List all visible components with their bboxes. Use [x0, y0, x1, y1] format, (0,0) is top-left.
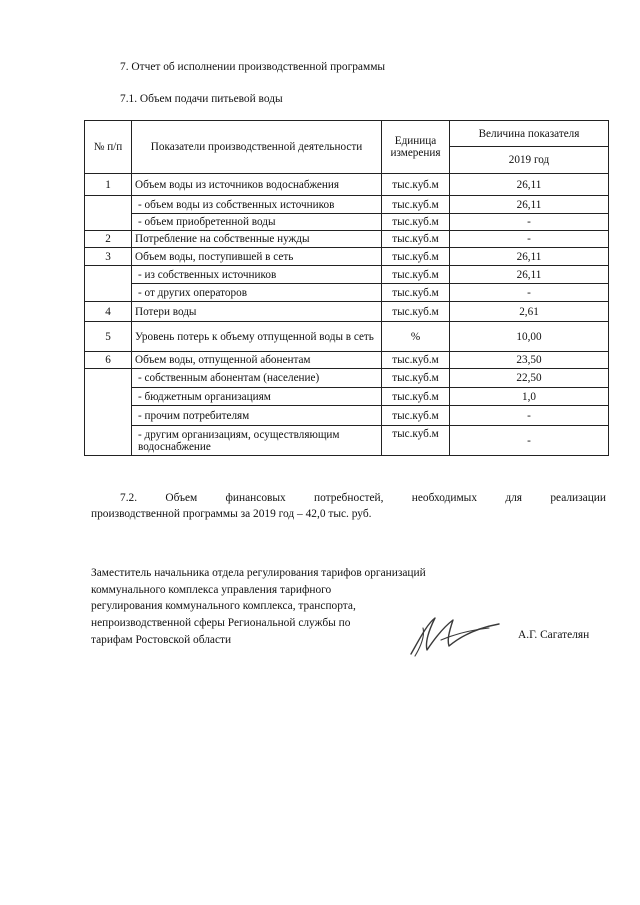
- paragraph-line-1: 7.2. Объем финансовых потребностей, необходимых для реализации: [120, 492, 606, 504]
- water-supply-table: [84, 120, 609, 456]
- row-unit: тыс.куб.м: [382, 266, 450, 284]
- row-unit: тыс.куб.м: [382, 369, 450, 388]
- row-name: Потери воды: [132, 302, 382, 322]
- table-row: [85, 174, 609, 196]
- row-unit: тыс.куб.м: [382, 284, 450, 302]
- financial-needs-paragraph: [91, 490, 606, 522]
- row-unit: тыс.куб.м: [382, 388, 450, 406]
- row-name: - из собственных источников: [132, 266, 382, 284]
- table-row: [85, 406, 609, 426]
- table-row: [85, 214, 609, 231]
- table-row: [85, 284, 609, 302]
- table-row: [85, 196, 609, 214]
- section-heading: 7. Отчет об исполнении производственной программы: [120, 61, 386, 73]
- row-name: - собственным абонентам (население): [132, 369, 382, 388]
- handwritten-signature: [405, 610, 505, 660]
- row-name: - от других операторов: [132, 284, 382, 302]
- header-num: № п/п: [85, 121, 132, 174]
- row-unit: тыс.куб.м: [382, 214, 450, 231]
- paragraph-line-2: производственной программы за 2019 год – 42,0 тыс. руб.: [91, 508, 372, 520]
- row-name: - бюджетным организациям: [132, 388, 382, 406]
- row-unit: тыс.куб.м: [382, 248, 450, 266]
- row-num: 5: [85, 322, 132, 352]
- row-value: 2,61: [450, 302, 609, 322]
- header-indicator: Показатели производственной деятельности: [132, 121, 382, 174]
- row-value: -: [450, 406, 609, 426]
- row-name: - объем воды из собственных источников: [132, 196, 382, 214]
- table-row: [85, 231, 609, 248]
- table-row: [85, 248, 609, 266]
- header-unit: Единица измерения: [382, 121, 450, 174]
- table-row: [85, 388, 609, 406]
- row-unit: тыс.куб.м: [382, 231, 450, 248]
- row-value: -: [450, 231, 609, 248]
- row-unit: тыс.куб.м: [382, 196, 450, 214]
- row-name: Уровень потерь к объему отпущенной воды в сеть: [132, 322, 382, 352]
- signer-title-line: Заместитель начальника отдела регулирования тарифов организаций: [91, 567, 426, 579]
- header-year: 2019 год: [450, 147, 609, 174]
- row-num: [85, 196, 132, 231]
- table-row: [85, 369, 609, 388]
- row-unit: %: [382, 322, 450, 352]
- signer-name: А.Г. Сагателян: [518, 629, 590, 641]
- row-unit: тыс.куб.м: [382, 352, 450, 369]
- row-num: [85, 369, 132, 456]
- row-name: Потребление на собственные нужды: [132, 231, 382, 248]
- row-value: -: [450, 214, 609, 231]
- row-name: Объем воды из источников водоснабжения: [132, 174, 382, 196]
- row-num: 4: [85, 302, 132, 322]
- row-value: -: [450, 284, 609, 302]
- row-num: [85, 266, 132, 302]
- table-row: [85, 266, 609, 284]
- row-name: Объем воды, поступившей в сеть: [132, 248, 382, 266]
- row-name: - объем приобретенной воды: [132, 214, 382, 231]
- signer-title-line: коммунального комплекса управления тарифного: [91, 583, 332, 596]
- row-name: - прочим потребителям: [132, 406, 382, 426]
- row-value: 26,11: [450, 174, 609, 196]
- row-unit: тыс.куб.м: [382, 174, 450, 196]
- table-row: [85, 426, 609, 456]
- row-name: - другим организациям, осуществляющим водоснабжение: [132, 426, 382, 456]
- row-num: 2: [85, 231, 132, 248]
- row-num: 6: [85, 352, 132, 369]
- row-unit: тыс.куб.м: [382, 406, 450, 426]
- row-value: 1,0: [450, 388, 609, 406]
- row-value: 10,00: [450, 322, 609, 352]
- row-value: 26,11: [450, 196, 609, 214]
- signer-title-line: тарифам Ростовской области: [91, 633, 232, 646]
- table-row: [85, 302, 609, 322]
- row-num: 1: [85, 174, 132, 196]
- subsection-heading: 7.1. Объем подачи питьевой воды: [120, 93, 283, 105]
- row-value: 26,11: [450, 266, 609, 284]
- table-row: [85, 322, 609, 352]
- row-name: Объем воды, отпущенной абонентам: [132, 352, 382, 369]
- row-unit: тыс.куб.м: [382, 302, 450, 322]
- signer-title: [91, 565, 451, 649]
- row-value: 22,50: [450, 369, 609, 388]
- row-num: 3: [85, 248, 132, 266]
- row-unit: тыс.куб.м: [382, 426, 450, 456]
- signer-title-line: непроизводственной сферы Региональной службы по: [91, 617, 351, 630]
- row-value: 26,11: [450, 248, 609, 266]
- signer-title-line: регулирования коммунального комплекса, транспорта,: [91, 600, 356, 613]
- row-value: 23,50: [450, 352, 609, 369]
- header-value-group: Величина показателя: [450, 121, 609, 147]
- row-value: -: [450, 426, 609, 456]
- table-row: [85, 352, 609, 369]
